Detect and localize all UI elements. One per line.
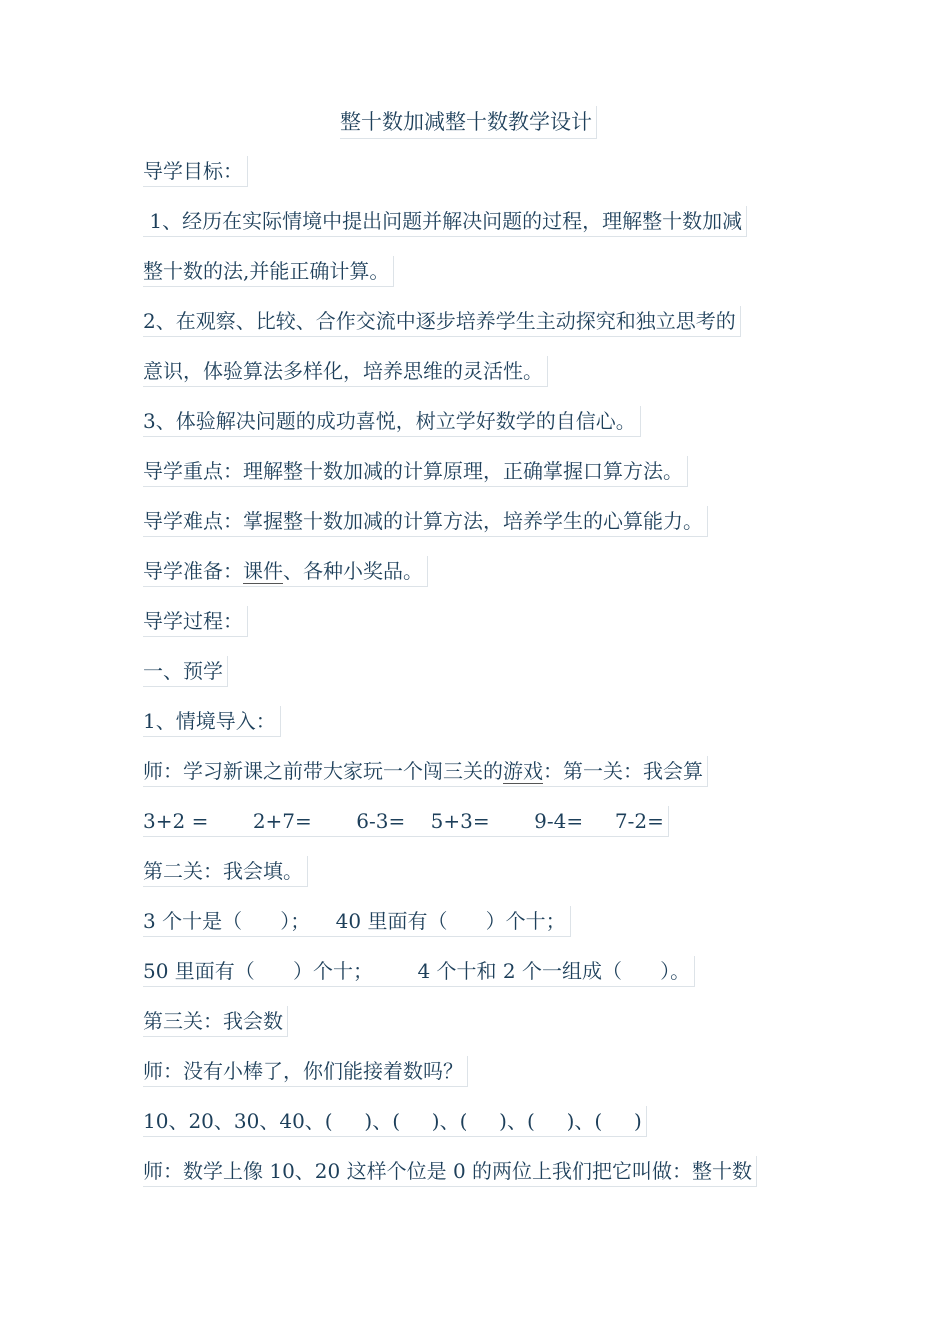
- text-line: 3、体验解决问题的成功喜悦，树立学好数学的自信心。: [143, 406, 641, 437]
- text-line: 整十数的法,并能正确计算。: [143, 256, 394, 287]
- text-line: 1、情境导入：: [143, 706, 281, 737]
- underlined-word: 课件: [243, 559, 283, 583]
- text-line: 1、经历在实际情境中提出问题并解决问题的过程，理解整十数加减: [143, 206, 747, 237]
- game-line: [143, 756, 708, 787]
- game-prefix: 师：学习新课之前带大家玩一个闯三关的: [143, 759, 503, 783]
- text-line: 第三关：我会数: [143, 1006, 288, 1037]
- text-line: 3 个十是（ ）； 40 里面有（ ）个十；: [143, 906, 571, 937]
- prep-line: [143, 556, 428, 587]
- text-line: 师：数学上像 10、20 这样个位是 0 的两位上我们把它叫做：整十数: [143, 1156, 757, 1187]
- document-title: 整十数加减整十数教学设计: [340, 106, 597, 139]
- text-line: 3+2 = 2+7= 6-3= 5+3= 9-4= 7-2=: [143, 806, 669, 837]
- text-line: 导学重点：理解整十数加减的计算原理，正确掌握口算方法。: [143, 456, 688, 487]
- underlined-word: 游戏: [503, 759, 543, 783]
- text-line: 10、20、30、40、( )、( )、( )、( )、( ): [143, 1106, 647, 1137]
- text-line: 意识，体验算法多样化，培养思维的灵活性。: [143, 356, 548, 387]
- text-line: 一、预学: [143, 656, 228, 687]
- prep-suffix: 、各种小奖品。: [283, 559, 423, 583]
- prep-prefix: 导学准备：: [143, 559, 243, 583]
- text-line: 师：没有小棒了，你们能接着数吗？: [143, 1056, 468, 1087]
- text-line: 导学难点：掌握整十数加减的计算方法，培养学生的心算能力。: [143, 506, 708, 537]
- text-line: 50 里面有（ ）个十； 4 个十和 2 个一组成（ ）。: [143, 956, 695, 987]
- text-line: 第二关：我会填。: [143, 856, 308, 887]
- game-suffix: ：第一关：我会算: [543, 759, 703, 783]
- text-line: 导学目标：: [143, 156, 248, 187]
- text-line: 导学过程：: [143, 606, 248, 637]
- text-line: 2、在观察、比较、合作交流中逐步培养学生主动探究和独立思考的: [143, 306, 741, 337]
